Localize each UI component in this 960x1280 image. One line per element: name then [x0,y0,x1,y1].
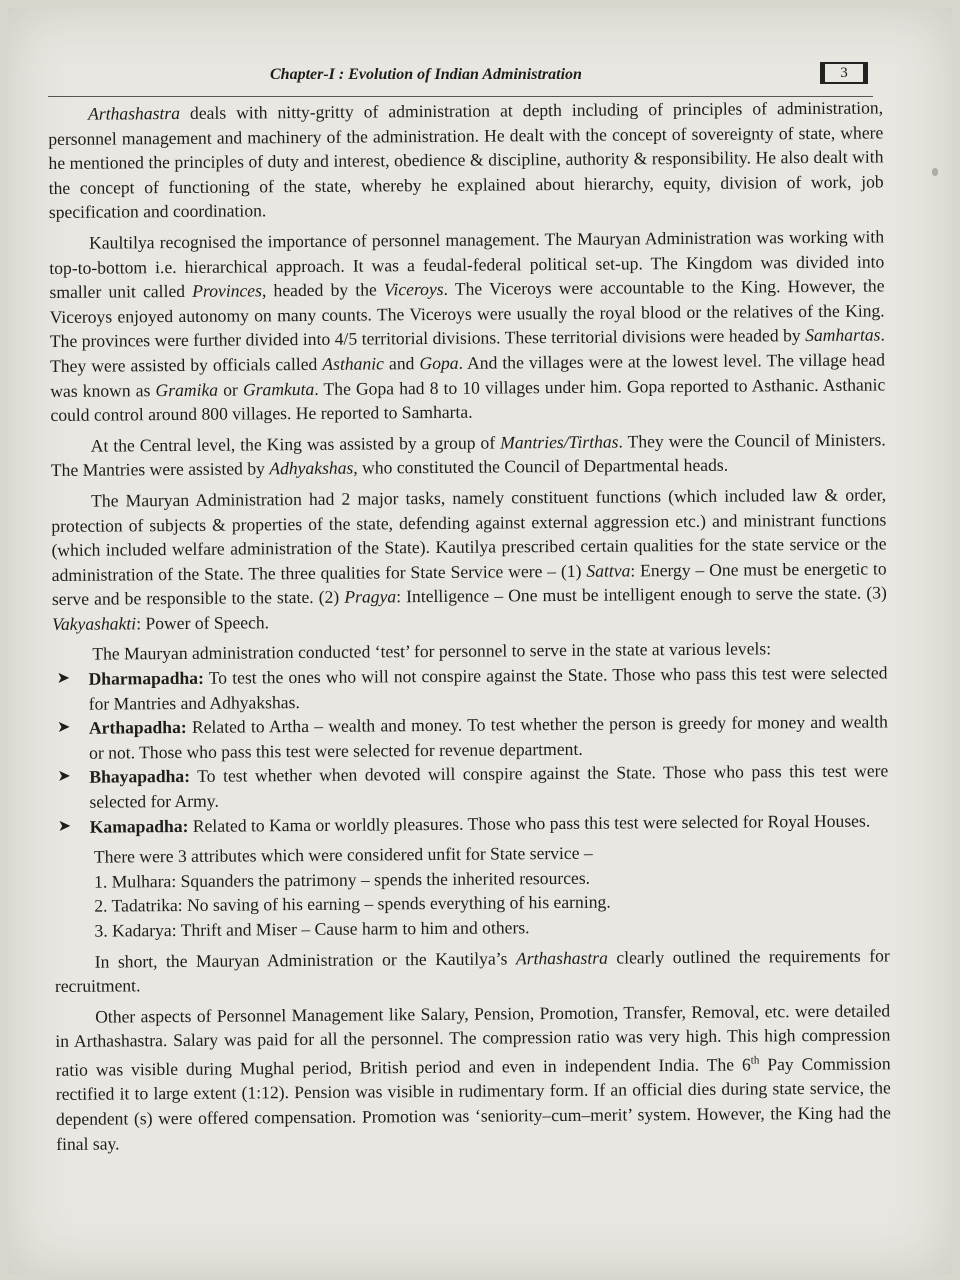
italic-term: Sattva [586,560,631,581]
arrow-bullet-icon: ➤ [56,669,71,688]
italic-term: Pragya [344,586,397,607]
list-item [57,759,889,814]
list-item: 3. Kadarya: Thrift and Miser – Cause harm to him and others. [94,917,530,941]
paragraph-text: Kaultilya recognised the importance of personnel management. The Mauryan Administration was working with top-to-bottom i.e. hierarchical approach. It was a feudal-federal political set-up. The Kingdom was divided into smaller unit called [49,226,885,303]
paragraph-hierarchy [49,224,886,427]
tests-intro: The Mauryan administration conducted ‘test’ for personnel to serve in the state at various levels: [92,638,772,665]
page-body [48,95,891,1162]
italic-term: Asthanic [322,353,385,374]
paragraph-central-level [51,427,886,483]
italic-term: Samhartas [805,324,881,346]
margin-mark [932,168,938,176]
paragraph-text: and [383,353,420,374]
test-text: To test the ones who will not conspire against the State. Those who pass this test were selected for Mantries and Adhyakshas. [88,662,888,714]
paragraph-text: deals with nitty-gritty of administration at depth including of principles of administration, personnel management and machinery of the administration. He dealt with the concept of sovereignty of state, where he mentioned the principles of duty and interest, obedience & discipline, authority & responsibility. He also dealt with the concept of functioning of the state, whereby he explained about hierarchy, equity, division of work, job specification and coordination. [48,97,884,223]
paragraph-text: . The Gopa had 8 to 10 villages under him. Gopa reported to Asthanic. Asthanic could control around 800 villages. He reported to Samharta. [50,373,886,426]
paragraph-summary [55,943,890,999]
italic-term: Gramika [155,379,219,400]
paragraph-text: clearly outlined the requirements for recruitment. [54,945,890,997]
list-item: 1. Mulhara: Squanders the patrimony – spends the inherited resources. [94,867,591,892]
paragraph-text: : Power of Speech. [136,612,270,634]
italic-term: Viceroys [383,279,444,300]
italic-term: Gramkuta [242,378,315,400]
paragraph-text: . They were assisted by officials called [49,324,885,376]
italic-term: Arthashastra [88,102,181,124]
paragraph-text: . They were the Council of Ministers. The Mantries were assisted by [50,429,886,481]
paragraph-text: In short, the Mauryan Administration or the Kautilya’s [94,947,517,972]
test-text: Related to Kama or worldly pleasures. Those who pass this test were selected for Royal Houses. [188,810,871,836]
arrow-bullet-icon: ➤ [57,817,72,835]
page-number: 3 [820,62,868,84]
list-item [56,710,888,765]
paragraph-text: : Energy – One must be energetic to serve and be responsible to the state. (2) [51,558,887,610]
test-text: To test whether when devoted will conspire against the State. Those who pass this test were selected for Army. [89,760,889,812]
paragraph-text: The Mauryan Administration had 2 major tasks, namely constituent functions (which included law & order, protection of subjects & properties of the state, defending against external aggression etc.) and ministrant functions (which included welfare administration of the State). Kautilya prescribed certain qualities for the state service or the administration of the State. The three qualities for State Service were – (1) [51,484,887,585]
page-header [8,60,952,90]
italic-term: Mantries/Tirthas [500,431,619,453]
list-item: 2. Tadatrika: No saving of his earning – spends everything of his earning. [94,892,611,917]
italic-term: Vakyashakti [52,613,137,634]
paragraph-text: : Intelligence – One must be intelligent enough to serve the state. (3) [396,582,887,607]
superscript: th [750,1054,760,1067]
paragraph-text: , headed by the [261,279,385,301]
test-text: Related to Artha – wealth and money. To test whether the person is greedy for money and wealth or not. Those who pass this test were selected for revenue department. [89,711,888,763]
paragraph-text: Other aspects of Personnel Management like Salary, Pension, Promotion, Transfer, Removal, etc. were detailed in Arthashastra. Salary was paid for all the personnel. The compression ratio was very high. This high compression ratio was visible during Mughal period, British period and even in independent India. The 6 [55,1000,891,1080]
paragraph-text: . The Viceroys were accountable to the King. However, the Viceroys enjoyed autonomy on many counts. The Viceroys were usually the royal blood or the relatives of the King. The provinces were further divided into 4/5 territorial divisions. These territorial divisions were headed by [49,275,885,352]
paragraph-other-aspects [55,998,891,1156]
paragraph-arthashastra [48,95,884,225]
list-item [57,808,889,839]
italic-term: Provinces [192,280,263,302]
italic-term: Adhyakshas [269,457,354,479]
test-term: Kamapadha: [89,815,189,837]
unfit-list [54,863,890,943]
paragraph-text: . And the villages were at the lowest level. The village head was known as [50,349,886,401]
arrow-bullet-icon: ➤ [56,719,71,737]
list-item [56,660,888,715]
book-page [8,8,952,1274]
paragraph-text: or [217,379,244,400]
italic-term: Arthashastra [515,947,608,968]
unfit-intro: There were 3 attributes which were considered unfit for State service – [93,842,593,867]
paragraph-text: Pay Commission rectified it to large extent (1:12). Pension was visible in rudimentary form. If an official dies during state service, the dependent (s) were offered compensation. Promotion was ‘seniority–cum–merit’ system. However, the King had the final say. [55,1053,892,1154]
test-term: Bhayapadha: [89,766,191,788]
tests-list [52,660,888,839]
arrow-bullet-icon: ➤ [57,768,71,786]
test-term: Arthapadha: [88,717,187,738]
test-term: Dharmapadha: [88,667,204,689]
italic-term: Gopa [419,352,459,374]
paragraph-text: , who constituted the Council of Departmental heads. [353,454,729,478]
chapter-title: Chapter-I : Evolution of Indian Administration [270,66,582,83]
paragraph-major-tasks [51,482,887,636]
paragraph-text: At the Central level, the King was assisted by a group of [90,432,501,456]
